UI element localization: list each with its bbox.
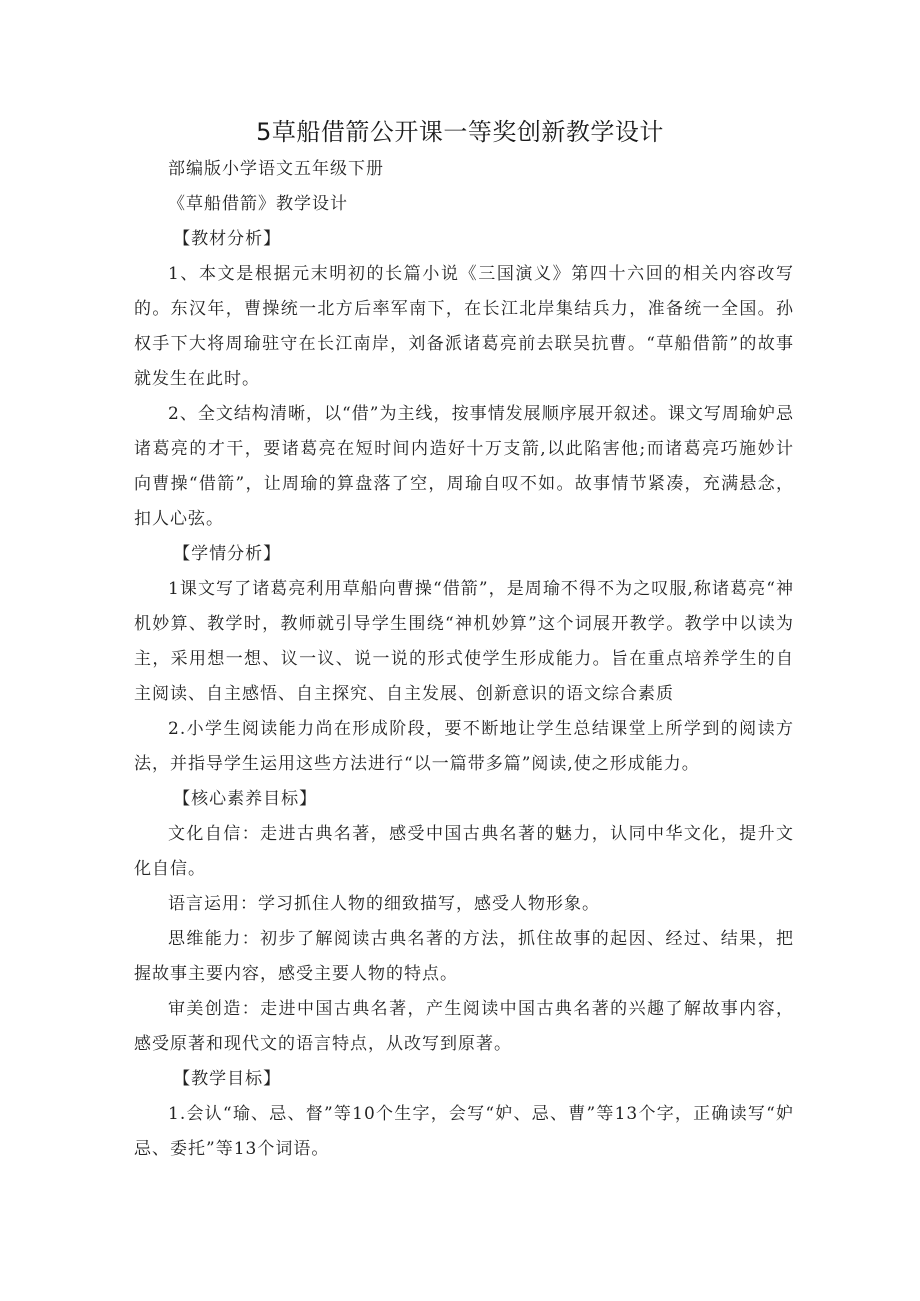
paragraph: 语言运用：学习抓住人物的细致描写，感受人物形象。: [168, 894, 600, 914]
paragraph: 2.小学生阅读能力尚在形成阶段，要不断地让学生总结课堂上所学到的阅读方法，并指导学生运用这些方法进行“以一篇带多篇”阅读,使之形成能力。: [134, 719, 794, 774]
section-heading-textbook-analysis: 【教材分析】: [173, 229, 282, 249]
subtitle-lesson: 《草船借箭》教学设计: [168, 194, 348, 214]
paragraph: 1.会认“瑜、忌、督”等10个生字，会写“妒、忌、曹”等13个字，正确读写“妒忌、委托”等13个词语。: [134, 1104, 794, 1159]
paragraph: 1课文写了诸葛亮利用草船向曹操“借箭”，是周瑜不得不为之叹服,称诸葛亮“神机妙算、教学时，教师就引导学生围绕“神机妙算”这个词展开教学。教学中以读为主，采用想一想、议一议、说一说的形式使学生形成能力。旨在重点培养学生的自主阅读、自主感悟、自主探究、自主发展、创新意识的语文综合素质: [134, 579, 794, 704]
document-title: 5草船借箭公开课一等奖创新教学设计: [256, 118, 664, 146]
section-heading-student-analysis: 【学情分析】: [173, 544, 282, 564]
document-body: [134, 152, 794, 1167]
paragraph: 审美创造：走进中国古典名著，产生阅读中国古典名著的兴趣了解故事内容，感受原著和现代文的语言特点，从改写到原著。: [134, 999, 794, 1054]
paragraph: 文化自信：走进古典名著，感受中国古典名著的魅力，认同中华文化，提升文化自信。: [134, 824, 794, 879]
paragraph: 1、本文是根据元末明初的长篇小说《三国演义》第四十六回的相关内容改写的。东汉年，曹操统一北方后率军南下，在长江北岸集结兵力，准备统一全国。孙权手下大将周瑜驻守在长江南岸，刘备派诸葛亮前去联吴抗曹。“草船借箭”的故事就发生在此时。: [134, 264, 794, 389]
paragraph: 思维能力：初步了解阅读古典名著的方法，抓住故事的起因、经过、结果，把握故事主要内容，感受主要人物的特点。: [134, 929, 794, 984]
section-heading-teaching-goals: 【教学目标】: [173, 1069, 282, 1089]
subtitle-grade: 部编版小学语文五年级下册: [168, 159, 384, 179]
section-heading-core-literacy: 【核心素养目标】: [173, 789, 318, 809]
paragraph: 2、全文结构清晰，以“借”为主线，按事情发展顺序展开叙述。课文写周瑜妒忌诸葛亮的才干，要诸葛亮在短时间内造好十万支箭,以此陷害他;而诸葛亮巧施妙计向曹操“借箭”，让周瑜的算盘落了空，周瑜自叹不如。故事情节紧凑，充满悬念，扣人心弦。: [134, 404, 794, 529]
